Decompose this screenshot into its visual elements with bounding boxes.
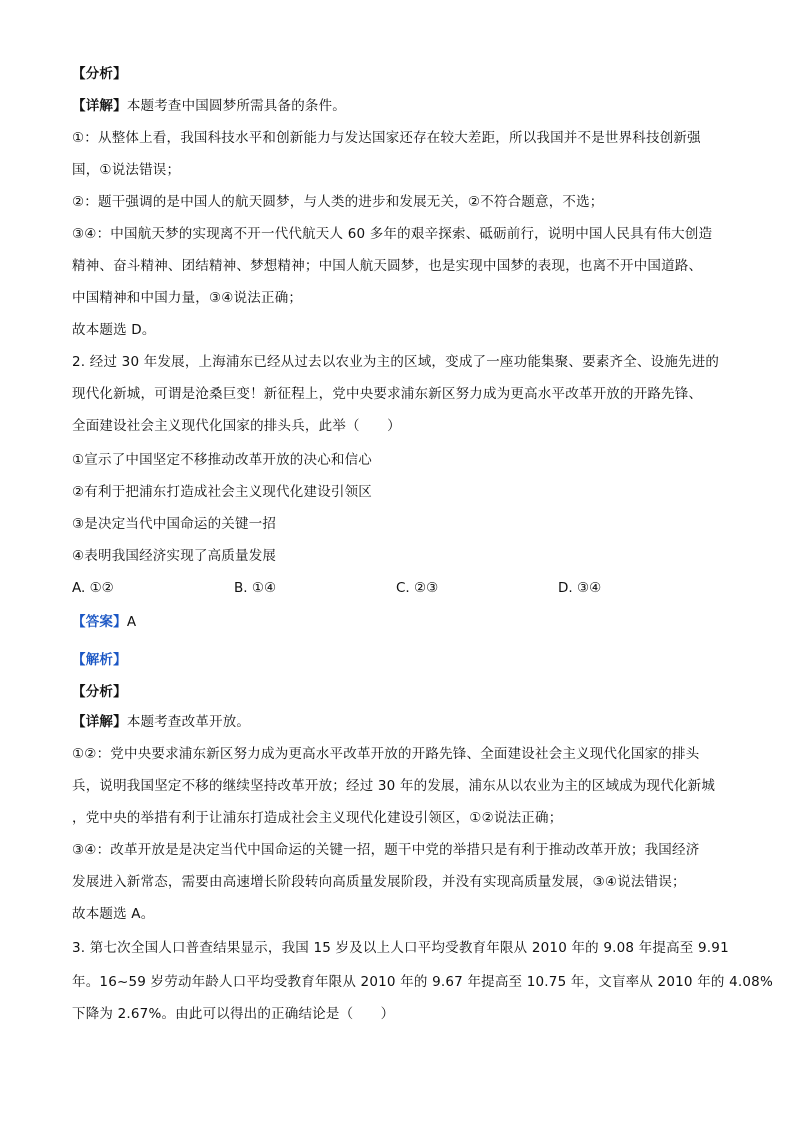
explain-label: 【解析】 [72, 652, 127, 668]
answer-value: A [126, 614, 137, 630]
answer-line [72, 612, 732, 632]
explanation-line: ①②：党中央要求浦东新区努力成为更高水平改革开放的开路先锋、全面建设社会主义现代化国家的排头 [72, 746, 700, 762]
option-a: A. ①② [72, 580, 114, 596]
explanation-line: 精神、奋斗精神、团结精神、梦想精神；中国人航天圆梦，也是实现中国梦的表现，也离不开中国道路、 [72, 258, 703, 274]
analysis-label: 【分析】 [72, 684, 127, 700]
detail-text: 本题考查改革开放。 [126, 714, 251, 730]
detail-label: 【详解】 [72, 714, 127, 730]
question-stem: 2. 经过 30 年发展，上海浦东已经从过去以农业为主的区域，变成了一座功能集聚、要素齐全、设施先进的 [72, 354, 720, 370]
option-b: B. ①④ [234, 580, 277, 596]
detail-line [72, 712, 732, 732]
statement-item-2: ②有利于把浦东打造成社会主义现代化建设引领区 [72, 484, 373, 500]
statement-item-1: ①宣示了中国坚定不移推动改革开放的决心和信心 [72, 452, 373, 468]
statement-item-3: ③是决定当代中国命运的关键一招 [72, 516, 277, 532]
explanation-line: 兵，说明我国坚定不移的继续坚持改革开放；经过 30 年的发展，浦东从以农业为主的区域成为现代化新城 [72, 778, 716, 794]
option-d: D. ③④ [558, 580, 602, 596]
explanation-line: 国，①说法错误； [72, 162, 181, 178]
question-stem: 现代化新城，可谓是沧桑巨变！新征程上，党中央要求浦东新区努力成为更高水平改革开放的开路先锋、 [72, 386, 703, 402]
analysis-label: 【分析】 [72, 66, 127, 82]
explanation-line: ，党中央的举措有利于让浦东打造成社会主义现代化建设引领区，①②说法正确； [72, 810, 563, 826]
question-stem: 下降为 2.67%。由此可以得出的正确结论是（ ） [72, 1006, 395, 1022]
question-stem: 全面建设社会主义现代化国家的排头兵，此举（ ） [72, 418, 401, 434]
detail-text: 本题考查中国圆梦所需具备的条件。 [126, 98, 347, 114]
detail-line [72, 96, 732, 116]
detail-label: 【详解】 [72, 98, 127, 114]
explanation-line: ②：题干强调的是中国人的航天圆梦，与人类的进步和发展无关，②不符合题意，不选； [72, 194, 604, 210]
question-stem: 年。16~59 岁劳动年龄人口平均受教育年限从 2010 年的 9.67 年提高至 10.75 年，文盲率从 2010 年的 4.08% [72, 974, 773, 990]
explanation-line: 中国精神和中国力量，③④说法正确； [72, 290, 303, 306]
explanation-line: ①：从整体上看，我国科技水平和创新能力与发达国家还存在较大差距，所以我国并不是世界科技创新强 [72, 130, 701, 146]
statement-item-4: ④表明我国经济实现了高质量发展 [72, 548, 277, 564]
explanation-line: ③④：中国航天梦的实现离不开一代代航天人 60 多年的艰辛探索、砥砺前行，说明中国人民具有伟大创造 [72, 226, 713, 242]
explanation-line: ③④：改革开放是是决定当代中国命运的关键一招，题干中党的举措只是有利于推动改革开放；我国经济 [72, 842, 700, 858]
conclusion-line: 故本题选 D。 [72, 322, 156, 338]
explanation-line: 发展进入新常态，需要由高速增长阶段转向高质量发展阶段，并没有实现高质量发展，③④说法错误； [72, 874, 686, 890]
question-stem: 3. 第七次全国人口普查结果显示，我国 15 岁及以上人口平均受教育年限从 2010 年的 9.08 年提高至 9.91 [72, 940, 729, 956]
option-c: C. ②③ [396, 580, 439, 596]
answer-label: 【答案】 [72, 614, 127, 630]
conclusion-line: 故本题选 A。 [72, 906, 155, 922]
